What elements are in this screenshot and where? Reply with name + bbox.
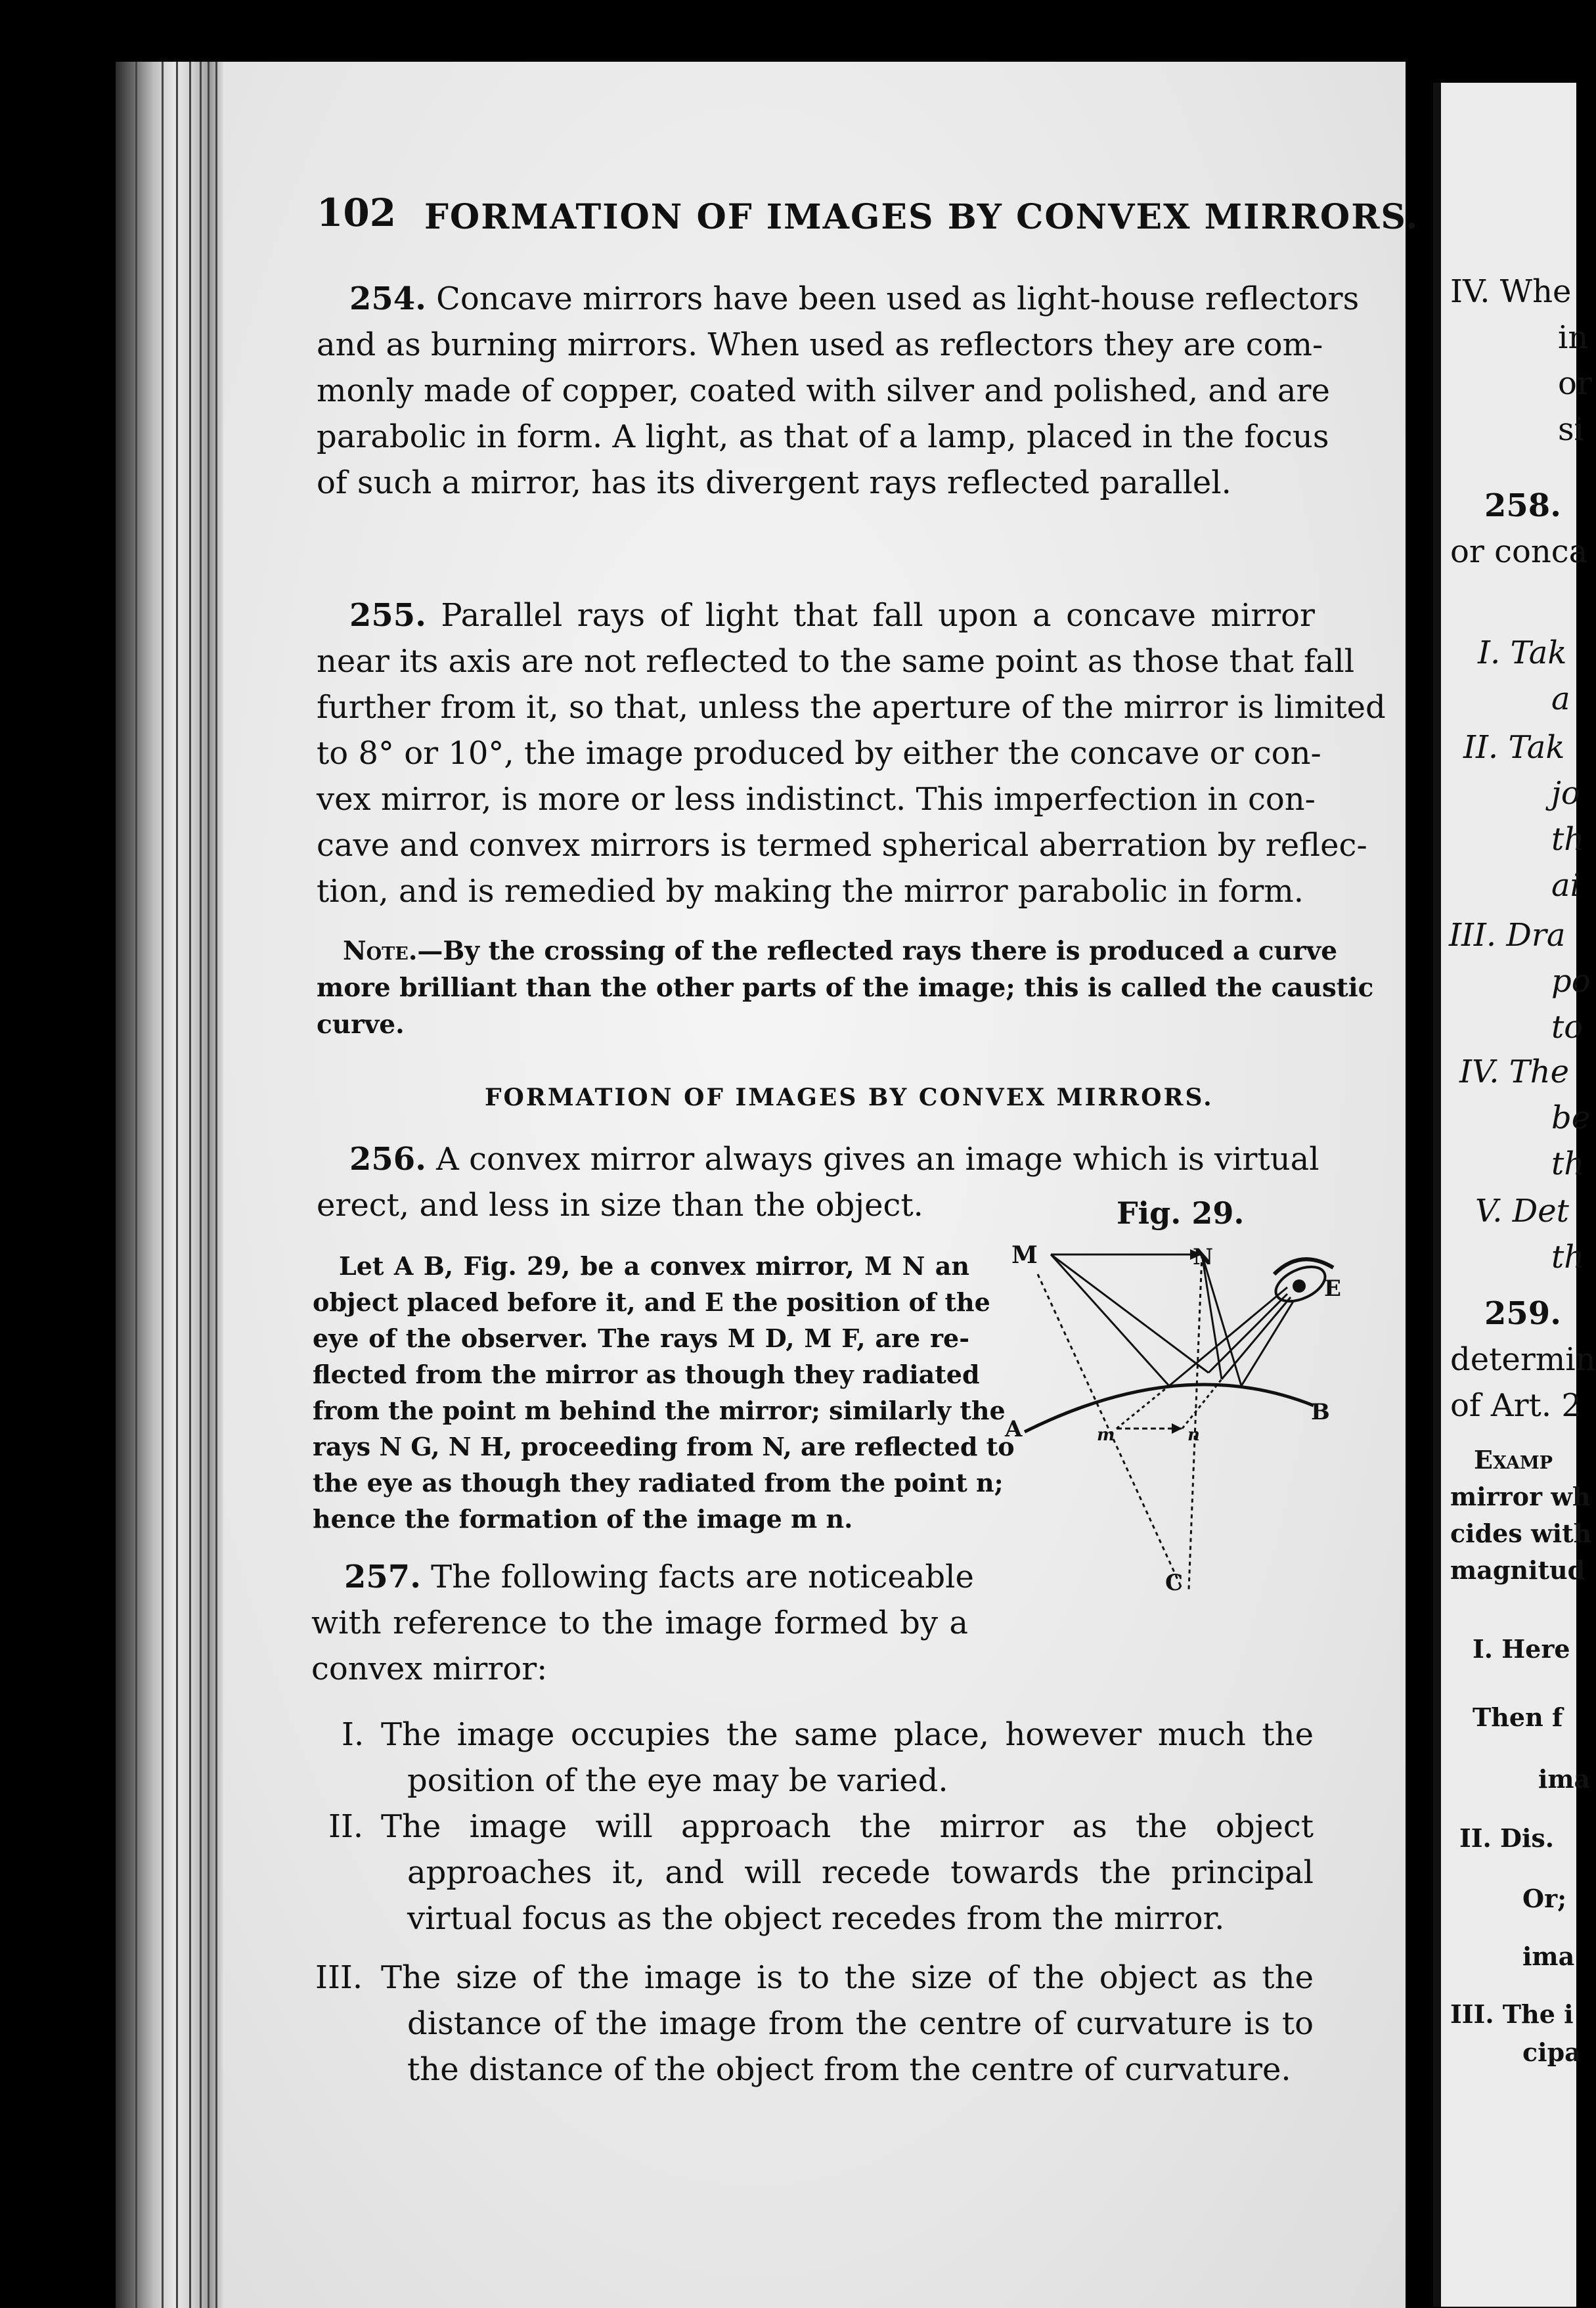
text-line: the distance of the object from the centre of curvature. <box>407 2051 1291 2088</box>
fragment: cides with <box>1450 1519 1592 1548</box>
text-line: monly made of copper, coated with silver and polished, and are <box>317 372 1330 409</box>
text-line: with reference to the image formed by a <box>311 1605 968 1641</box>
text-line: object placed before it, and E the position of the <box>313 1287 990 1317</box>
list-item-number: I. <box>342 1716 365 1753</box>
text-line: cave and convex mirrors is termed spherical aberration by reflec- <box>317 827 1367 864</box>
axis-line-n <box>1189 1254 1202 1589</box>
fragment: Or; <box>1522 1884 1567 1913</box>
text-line: the eye as though they radiated from the point n; <box>313 1468 1004 1498</box>
paragraph-number: 256. <box>349 1141 426 1178</box>
page-fold-shadow <box>1433 83 1441 2307</box>
fragment: Examp <box>1474 1445 1553 1475</box>
text-line: tion, and is remedied by making the mirror parabolic in form. <box>317 873 1304 910</box>
facts-list <box>315 1712 1314 2106</box>
fragment: po <box>1551 963 1591 1000</box>
text-line: to 8° or 10°, the image produced by either the concave or con- <box>317 735 1321 772</box>
mirror-ab <box>1025 1385 1314 1432</box>
text-line: and as burning mirrors. When used as reflectors they are com- <box>317 326 1323 363</box>
fragment: ai <box>1551 867 1580 904</box>
text-line: eye of the observer. The rays M D, M F, are re- <box>313 1323 969 1353</box>
section-heading: FORMATION OF IMAGES BY CONVEX MIRRORS. <box>485 1084 1214 1111</box>
left-page <box>223 62 1419 2308</box>
fragment: III. Dra <box>1449 917 1566 954</box>
ray-nh <box>1202 1254 1241 1386</box>
fragment: th <box>1551 1239 1585 1276</box>
text-line: —By the crossing of the reflected rays there is produced a curve <box>417 936 1338 966</box>
fragment: ima <box>1522 1942 1575 1971</box>
fragment: determin <box>1450 1341 1596 1378</box>
text-line: further from it, so that, unless the aperture of the mirror is limited <box>317 689 1386 726</box>
fragment: III. The i <box>1450 1999 1574 2029</box>
page-number: 102 <box>317 190 397 235</box>
fragment: magnitud <box>1450 1555 1585 1585</box>
text-line: position of the eye may be varied. <box>407 1762 948 1799</box>
fragment: of Art. 2 <box>1450 1387 1582 1424</box>
text-line: curve. <box>317 1010 405 1040</box>
fragment: I. Here <box>1473 1634 1570 1664</box>
convex-mirror-diagram <box>1011 1235 1340 1603</box>
label-a: A <box>1005 1416 1023 1442</box>
note-label: Note. <box>343 936 418 966</box>
fragment: si <box>1558 411 1584 448</box>
fragment: I. Tak <box>1478 634 1567 671</box>
text-line: distance of the image from the centre of curvature is to <box>407 2005 1314 2042</box>
list-item-number: III. <box>315 1959 363 1996</box>
text-line: The size of the image is to the size of the object as the <box>381 1959 1314 1996</box>
text-line: Let A B, Fig. 29, be a convex mirror, M N an <box>339 1251 969 1281</box>
text-line: from the point m behind the mirror; similarly the <box>313 1396 1006 1425</box>
fragment: th <box>1551 821 1585 858</box>
label-b: B <box>1311 1399 1330 1425</box>
paragraph-number: 255. <box>349 597 426 634</box>
fragment: a <box>1551 680 1570 717</box>
label-m-image: m <box>1097 1425 1115 1445</box>
label-m: M <box>1011 1241 1038 1269</box>
text-line: hence the formation of the image m n. <box>313 1504 853 1534</box>
fragment: 259. <box>1484 1295 1561 1332</box>
reflected-ray <box>1208 1294 1287 1373</box>
fragment: IV. Whe <box>1450 273 1572 310</box>
list-item-number: II. <box>328 1808 364 1845</box>
text-line: virtual focus as the object recedes from the mirror. <box>407 1900 1225 1937</box>
reflected-ray <box>1222 1297 1291 1379</box>
running-head: FORMATION OF IMAGES BY CONVEX MIRRORS. <box>424 197 1419 237</box>
fragment: 258. <box>1484 487 1561 524</box>
right-page-fragment <box>1433 83 1596 2307</box>
figure-description <box>313 1248 1015 1537</box>
text-line: The image occupies the same place, however much the <box>381 1716 1314 1753</box>
label-c: C <box>1165 1570 1184 1596</box>
fragment: mirror wh <box>1450 1482 1591 1511</box>
paragraph-254 <box>317 276 1360 506</box>
text-line: rays N G, N H, proceeding from N, are reflected to <box>313 1432 1015 1461</box>
note <box>317 933 1374 1043</box>
fragment: be <box>1551 1099 1591 1136</box>
text-line: Parallel rays of light that fall upon a concave mirror <box>441 597 1315 634</box>
text-line: convex mirror: <box>311 1651 548 1687</box>
fragment: th <box>1551 1145 1585 1182</box>
fragment: II. Tak <box>1463 729 1565 766</box>
paragraph-number: 254. <box>349 280 426 317</box>
text-line: near its axis are not reflected to the same point as those that fall <box>317 643 1355 680</box>
fragment: or conca <box>1450 533 1588 570</box>
page-edge <box>116 62 223 2308</box>
fragment: V. Det <box>1475 1193 1569 1230</box>
text-line: parabolic in form. A light, as that of a lamp, placed in the focus <box>317 418 1329 455</box>
fragment: to <box>1551 1009 1584 1046</box>
label-n: N <box>1193 1244 1214 1270</box>
paragraph-257 <box>311 1554 974 1692</box>
fragment: ima <box>1538 1764 1591 1794</box>
fragment: IV. The <box>1459 1054 1570 1090</box>
text-line: A convex mirror always gives an image which is virtual <box>436 1141 1319 1178</box>
ray-ng <box>1202 1254 1222 1379</box>
fragment: in <box>1558 319 1589 356</box>
text-line: more brilliant than the other parts of the image; this is called the caustic <box>317 973 1374 1003</box>
fragment: II. Dis. <box>1459 1823 1555 1853</box>
label-e: E <box>1324 1276 1341 1302</box>
paragraph-number: 257. <box>344 1559 421 1595</box>
text-line: erect, and less in size than the object. <box>317 1187 923 1224</box>
fragment: jo <box>1551 775 1580 812</box>
text-line: flected from the mirror as though they radiated <box>313 1360 980 1389</box>
fragment: or <box>1558 365 1592 402</box>
list-item <box>315 1804 1314 1955</box>
fragment: Then f <box>1473 1702 1563 1732</box>
text-line: of such a mirror, has its divergent rays reflected parallel. <box>317 464 1231 501</box>
list-item <box>315 1955 1314 2106</box>
ray-md <box>1051 1254 1169 1386</box>
text-line: approaches it, and will recede towards the principal <box>407 1854 1314 1891</box>
text-line: The following facts are noticeable <box>431 1559 974 1595</box>
list-item <box>315 1712 1314 1804</box>
fragment: cipa <box>1522 2037 1581 2067</box>
text-line: The image will approach the mirror as the object <box>381 1808 1314 1845</box>
label-n-image: n <box>1187 1425 1200 1445</box>
figure-caption: Fig. 29. <box>1117 1195 1245 1231</box>
paragraph-255 <box>317 592 1386 914</box>
text-line: vex mirror, is more or less indistinct. This imperfection in con- <box>317 781 1316 818</box>
text-line: Concave mirrors have been used as light-house reflectors <box>436 280 1360 317</box>
